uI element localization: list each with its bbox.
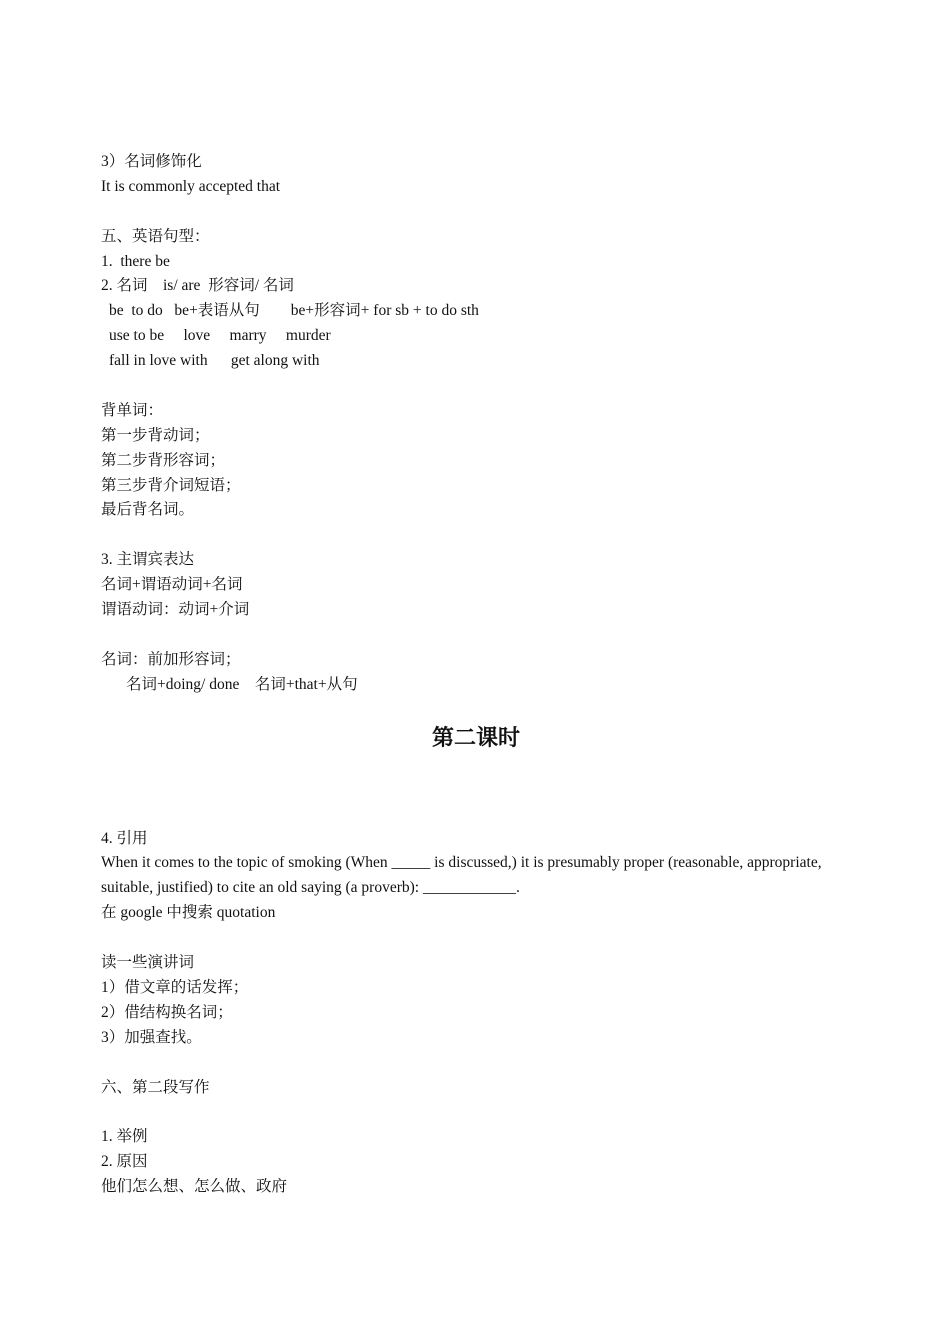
text-line: 第一步背动词； — [101, 426, 210, 444]
text-line: be to do be+表语从句 be+形容词+ for sb + to do sth — [109, 302, 479, 320]
lesson-heading: 第二课时 — [431, 725, 520, 751]
section-title: 五、英语句型： — [101, 227, 210, 245]
text-line: 第二步背形容词； — [101, 451, 226, 469]
section-part-one — [101, 150, 831, 698]
blank-line — [101, 374, 831, 399]
text-line: 4. 引用 — [101, 829, 148, 847]
text-line: 3）加强查找。 — [101, 1028, 202, 1046]
text-line: fall in love with get along with — [109, 352, 320, 370]
text-line: 2）借结构换名词； — [101, 1003, 233, 1021]
document-page — [101, 150, 831, 1200]
text-line: 第三步背介词短语； — [101, 476, 241, 494]
text-line: 他们怎么想、怎么做、政府 — [101, 1178, 288, 1196]
blank-line — [101, 623, 831, 648]
text-line: use to be love marry murder — [109, 327, 331, 345]
blank-line — [101, 1051, 831, 1076]
text-line: 3）名词修饰化 — [101, 153, 202, 170]
text-line: 1）借文章的话发挥； — [101, 978, 249, 996]
blank-line — [101, 926, 831, 951]
text-line: It is commonly accepted that — [101, 177, 281, 195]
text-line: 名词：前加形容词； — [101, 650, 241, 668]
text-line: 3. 主谓宾表达 — [101, 551, 195, 569]
text-line: 读一些演讲词 — [101, 954, 195, 972]
text-line: 1. 举例 — [101, 1128, 148, 1146]
blank-line — [101, 1100, 831, 1125]
text-line: 最后背名词。 — [101, 501, 195, 519]
text-line: 谓语动词：动词+介词 — [101, 601, 250, 619]
text-line: 在 google 中搜索 quotation — [101, 904, 276, 922]
text-line: 名词+谓语动词+名词 — [101, 576, 243, 594]
blank-line — [101, 200, 831, 225]
blank-line — [101, 523, 831, 548]
section-title: 六、第二段写作 — [101, 1078, 210, 1096]
section-part-two — [101, 827, 831, 1200]
text-line: 1. there be — [101, 252, 170, 270]
text-line: 2. 原因 — [101, 1153, 148, 1171]
text-line: 2. 名词 is/ are 形容词/ 名词 — [101, 277, 294, 295]
paragraph: When it comes to the topic of smoking (When _____ is discussed,) it is presumably proper (reasonable, appropriate, suitable, justified) to cite an old saying (a proverb): ____________. — [101, 854, 822, 897]
text-line: 背单词： — [101, 401, 164, 419]
text-line: 名词+doing/ done 名词+that+从句 — [126, 675, 358, 693]
